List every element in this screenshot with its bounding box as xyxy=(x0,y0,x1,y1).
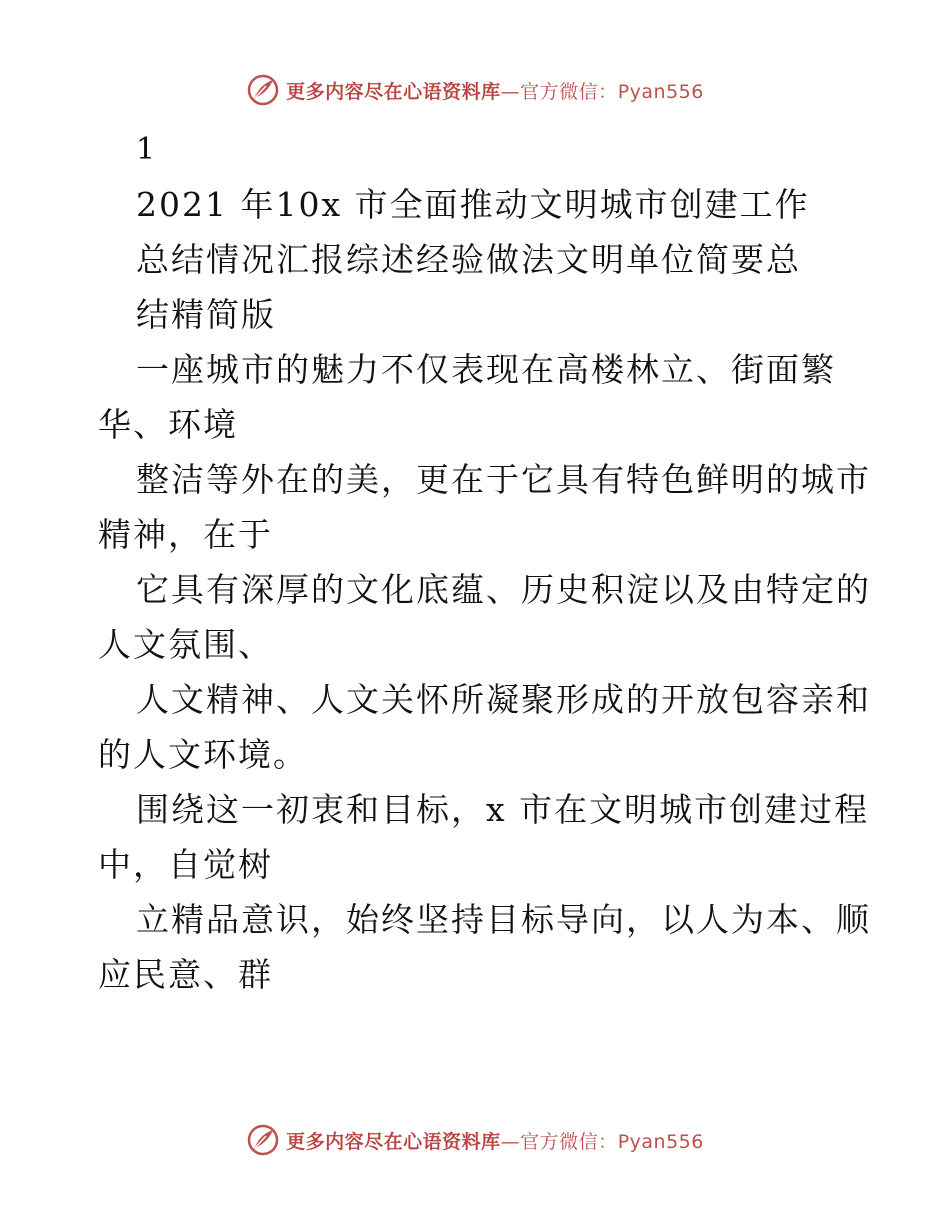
watermark-brand: 更多内容尽在心语资料库 xyxy=(286,1130,501,1153)
watermark-dash: — xyxy=(500,80,521,103)
paragraph-line: 围绕这一初衷和目标，x 市在文明城市创建过程 xyxy=(136,790,870,829)
paragraph-line: 中，自觉树 xyxy=(98,845,273,884)
paragraph-line: 人文精神、人文关怀所凝聚形成的开放包容亲和 xyxy=(136,680,871,719)
document-body xyxy=(98,122,871,1002)
watermark-official-label: 官方微信： xyxy=(520,1130,618,1153)
watermark-brand: 更多内容尽在心语资料库 xyxy=(286,80,501,103)
paragraph-line: 一座城市的魅力不仅表现在高楼林立、街面繁 xyxy=(136,350,836,389)
paragraph-line: 立精品意识，始终坚持目标导向，以人为本、顺 xyxy=(136,900,871,939)
paragraph-line: 它具有深厚的文化底蕴、历史积淀以及由特定的 xyxy=(136,570,871,609)
paragraph-line: 精神，在于 xyxy=(98,515,273,554)
title-line: 2021 年10x 市全面推动文明城市创建工作 xyxy=(136,185,810,224)
footer-watermark xyxy=(0,1120,950,1160)
watermark-official-label: 官方微信： xyxy=(520,80,618,103)
watermark-dash: — xyxy=(500,1130,521,1153)
paragraph-line: 整洁等外在的美，更在于它具有特色鲜明的城市 xyxy=(136,460,871,499)
feather-pen-logo-icon xyxy=(246,1123,280,1157)
paragraph-line: 人文氛围、 xyxy=(98,625,273,664)
watermark-account: Pyan556 xyxy=(617,80,704,103)
paragraph-line: 的人文环境。 xyxy=(98,735,308,774)
page-number: 1 xyxy=(136,132,158,167)
paragraph-line: 华、环境 xyxy=(98,405,238,444)
title-line: 结精简版 xyxy=(136,295,276,334)
feather-pen-logo-icon xyxy=(246,73,280,107)
paragraph-line: 应民意、群 xyxy=(98,955,273,994)
header-watermark xyxy=(0,70,950,110)
title-line: 总结情况汇报综述经验做法文明单位简要总 xyxy=(136,240,801,279)
watermark-account: Pyan556 xyxy=(617,1130,704,1153)
